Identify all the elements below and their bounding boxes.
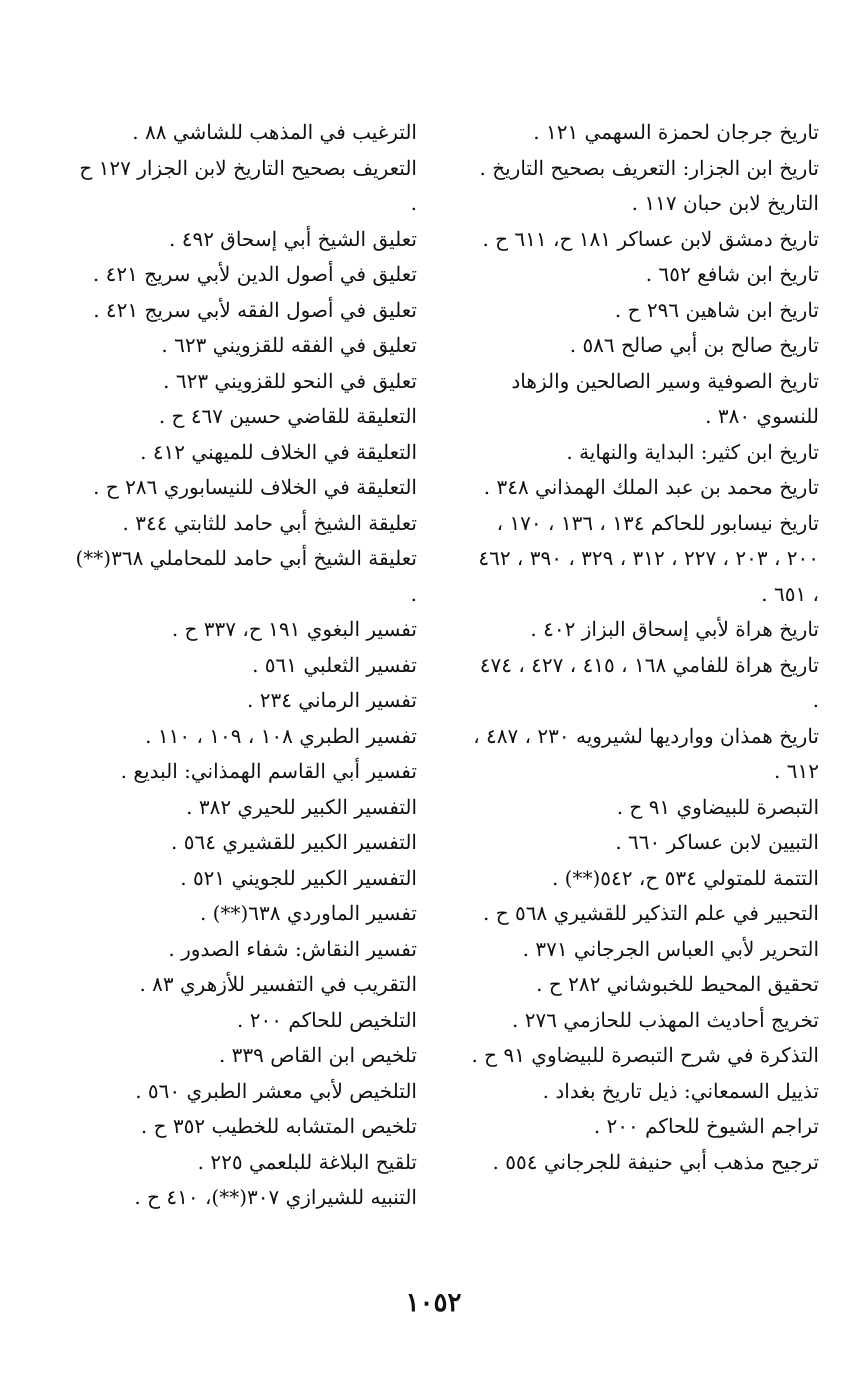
index-entry: التلخيص لأبي معشر الطبري ٥٦٠ . <box>135 1078 417 1103</box>
index-entry: تاريخ صالح بن أبي صالح ٥٨٦ . <box>569 333 819 357</box>
index-entry: تعليقة الشيخ أبي حامد للثابتي ٣٤٤ . <box>122 510 417 535</box>
index-entry: التعليقة في الخلاف للميهني ٤١٢ . <box>140 439 417 464</box>
index-entry: تاريخ جرجان لحمزة السهمي ١٢١ . <box>533 120 819 144</box>
index-entry: تعليق في أصول الدين لأبي سريج ٤٢١ . <box>92 262 417 286</box>
index-entry: تفسير البغوي ١٩١ ح، ٣٣٧ ح . <box>171 617 417 641</box>
index-entry: تلخيص ابن القاص ٣٣٩ . <box>218 1043 417 1067</box>
index-entry: تعليق في أصول الفقه لأبي سريج ٤٢١ . <box>93 297 417 322</box>
index-entry: تعليقة الشيخ أبي حامد للمحاملي ٣٦٨(**) . <box>75 546 417 606</box>
index-entry: التعليقة في الخلاف للنيسابوري ٢٨٦ ح . <box>93 475 417 499</box>
index-entry: التنبيه للشيرازي ٣٠٧(**)، ٤١٠ ح . <box>134 1185 417 1209</box>
index-entry: التحرير لأبي العباس الجرجاني ٣٧١ . <box>522 936 819 961</box>
index-entry: تعليق الشيخ أبي إسحاق ٤٩٢ . <box>169 226 417 251</box>
index-entry: التبيين لابن عساكر ٦٦٠ . <box>615 830 819 854</box>
index-entry: تاريخ ابن شاهين ٢٩٦ ح . <box>614 297 819 322</box>
index-entry: التفسير الكبير للجويني ٥٢١ . <box>180 865 417 890</box>
index-entry: التاريخ لابن حبان ١١٧ . <box>631 191 819 215</box>
index-entry: التبصرة للبيضاوي ٩١ ح . <box>616 794 819 819</box>
index-entry: التعريف بصحيح التاريخ لابن الجزار ١٢٧ ح . <box>79 155 417 215</box>
index-entry: التقريب في التفسير للأزهري ٨٣ . <box>139 972 417 996</box>
index-entry: تخريج أحاديث المهذب للحازمي ٢٧٦ . <box>511 1007 819 1032</box>
index-entry: تلخيص المتشابه للخطيب ٣٥٢ ح . <box>140 1114 417 1138</box>
index-entry: تاريخ نيسابور للحاكم ١٣٤ ، ١٣٦ ، ١٧٠ ، ٢٠٠ ، ٢٠٣ ، ٢٢٧ ، ٣١٢ ، ٣٢٩ ، ٣٩٠ ، ٤٦٢ ، ٦٥١ . <box>478 510 819 606</box>
index-entry: التتمة للمتولي ٥٣٤ ح، ٥٤٢(**) . <box>551 865 819 890</box>
index-entry: تفسير أبي القاسم الهمذاني: البديع . <box>120 759 417 783</box>
index-entry: تفسير الماوردي ٦٣٨(**) . <box>199 901 417 925</box>
index-entry: تعليق في الفقه للقزويني ٦٢٣ . <box>161 333 417 357</box>
index-entry: تعليق في النحو للقزويني ٦٢٣ . <box>163 368 417 393</box>
index-entry: التفسير الكبير للحيري ٣٨٢ . <box>186 794 417 819</box>
index-entry: التلخيص للحاكم ٢٠٠ . <box>237 1007 417 1032</box>
index-entry: تاريخ ابن الجزار: التعريف بصحيح التاريخ . <box>479 155 819 180</box>
index-entry: تفسير الطبري ١٠٨ ، ١٠٩ ، ١١٠ . <box>145 723 417 748</box>
index-entry: تحقيق المحيط للخبوشاني ٢٨٢ ح . <box>536 972 819 996</box>
index-column-right <box>469 115 819 1180</box>
index-entry: تفسير الثعلبي ٥٦١ . <box>252 652 417 677</box>
index-entry: تلقيح البلاغة للبلعمي ٢٢٥ . <box>197 1149 417 1174</box>
index-entry: الترغيب في المذهب للشاشي ٨٨ . <box>132 120 417 144</box>
index-entry: تفسير النقاش: شفاء الصدور . <box>168 936 417 961</box>
index-entry: تاريخ همذان ووارديها لشيرويه ٢٣٠ ، ٤٨٧ ، ٦١٢ . <box>473 723 819 783</box>
index-entry: تاريخ دمشق لابن عساكر ١٨١ ح، ٦١١ ح . <box>482 226 819 251</box>
index-entry: تفسير الرماني ٢٣٤ . <box>247 688 417 712</box>
page-number: ١٠٥٢ <box>405 1288 462 1318</box>
index-entry: تاريخ هراة للفامي ١٦٨ ، ٤١٥ ، ٤٢٧ ، ٤٧٤ . <box>479 652 819 712</box>
index-entry: التفسير الكبير للقشيري ٥٦٤ . <box>171 830 417 854</box>
index-entry: التحبير في علم التذكير للقشيري ٥٦٨ ح . <box>483 901 819 925</box>
index-entry: ترجيح مذهب أبي حنيفة للجرجاني ٥٥٤ . <box>492 1149 819 1174</box>
index-column-left <box>67 115 417 1216</box>
index-entry: تاريخ ابن كثير: البداية والنهاية . <box>566 439 819 464</box>
index-entry: التذكرة في شرح التبصرة للبيضاوي ٩١ ح . <box>471 1043 819 1067</box>
index-entry: التعليقة للقاضي حسين ٤٦٧ ح . <box>158 404 417 428</box>
index-entry: تاريخ ابن شافع ٦٥٢ . <box>645 262 819 286</box>
index-entry: تذييل السمعاني: ذيل تاريخ بغداد . <box>542 1078 819 1103</box>
index-entry: تاريخ الصوفية وسير الصالحين والزهاد للنسوي ٣٨٠ . <box>511 368 819 428</box>
index-entry: تاريخ محمد بن عبد الملك الهمذاني ٣٤٨ . <box>483 475 819 499</box>
index-entry: تاريخ هراة لأبي إسحاق البزاز ٤٠٢ . <box>530 617 819 641</box>
index-entry: تراجم الشيوخ للحاكم ٢٠٠ . <box>593 1114 819 1138</box>
